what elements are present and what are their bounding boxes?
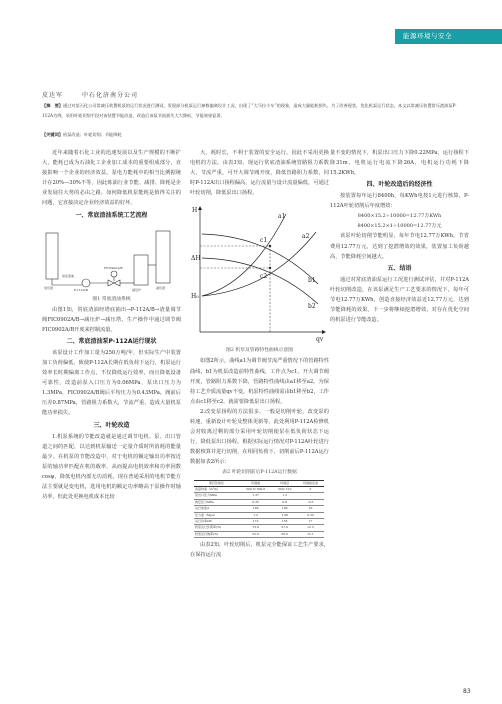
table-header-cell: 切削前 [239, 480, 273, 486]
author-affiliation: 中石化济南分公司 [81, 92, 138, 99]
fig1-label-vac-tower: 减压塔 [156, 285, 166, 290]
label-a1: a1 [278, 213, 286, 221]
abstract-label: 【摘 要】 [42, 103, 63, 108]
section-4-text: 按装置每年运行8400h，每KWh电按1元进行核算，P-112A叶轮切削后年度增效： [330, 193, 469, 210]
keywords-label: 【关键词】 [42, 132, 63, 137]
table-header-cell: 切削前后差 [297, 480, 324, 486]
table-header-row [194, 480, 324, 486]
section-3-text: 1.机泵系统的节能改造就是通过调节电机、泵、出口管道之间的匹配，以达到机泵输送一定量介质时所消耗的能量最少。在机泵的节能改造中，对于电机的额定输出功率按近泵的轴功率匹配在机的载率，从而提高电机效率和功率因数cosφ，降低电机内部无功消耗，现在普通采用的电机节能方法主要就是变电机，选用电机的额定功率略高于泵操作时轴功率，但此处更换电机成本比较 [42, 433, 181, 501]
table-2-title: 表2 叶轮切削前后P-112A运行数据 [222, 469, 297, 475]
table-row: 机泵运行效率(%) 52.0 66.0 12.1 [194, 531, 324, 537]
keywords-text: 机泵改造；叶轮切削；节能降耗 [62, 132, 122, 137]
curve-a2 [202, 232, 316, 296]
figure-2-caption: 图2 机泵及管路特性曲线示意图 [226, 348, 293, 354]
curve-b2 [202, 258, 318, 304]
abstract [42, 101, 460, 120]
header-section-title: 能源环境与安全 [403, 32, 452, 40]
curve-a1 [202, 214, 286, 296]
furnace-shape [134, 255, 148, 285]
fig1-label-residue: 常底渣油 [62, 273, 75, 278]
section-1-heading: 一、常底渣油系统工艺流程 [75, 211, 148, 219]
author-name: 皮达军 [42, 92, 64, 99]
table-header-cell: 切削后 [272, 480, 297, 486]
equation-2: 8400×15.2×1÷10000=12.77万元 [357, 223, 442, 230]
section-1-text: 由图1知，常底渣油经塔底抽出→P-112A/B→渣量调节阀FIC0902A/B→减压炉→减压塔，生产操作中通过调节阀FIC0902A/B开度来控制流量。 [42, 306, 181, 333]
equation-1: 8400×15.2÷10000=12.77万KWh [357, 213, 442, 220]
impeller-method-text: 2.改变泵扬程的方法很多，一般是切削叶轮，改变泵的转速，重新设计叶轮及整体更新等。此处利用P-112A检修机会对收离过剩的部分采用叶轮切削使泵在低负荷状态下运行，降低泵出口扬程。根据实际运行情况对P-112A叶轮进行数据核算并进行切削，在相同负荷下，切削前后P-112A运行数据如表2所示： [190, 408, 329, 466]
figure-1-flow-diagram [42, 225, 178, 293]
column-2-bottom-text: 由表2知，叶轮切削后，机泵完全能保证工艺生产要求，在保持运行流 [190, 542, 329, 559]
table-header-cell: 项目及单位 [194, 480, 239, 486]
section-2-text: 该泵设计工作加工量为250万吨/年，但实际生产中装置加工负荷偏低，致使P-112A长期在低负荷下运行，机泵运行效率长时期偏离工作点，不仅降低运行效率，而且降低设备可靠性，改造前泵入口压力为0.06MPa，泵出口压力为1.3MPa，FIC0902A/B阀后平均压力为0.43MPa，阀前后压差0.87MPa，管路阻力系数大，节流严重，造成大量机泵能功率损失。 [42, 349, 181, 417]
author-line [42, 90, 138, 99]
fig1-label-pump: P-112A/B [74, 287, 88, 292]
pump-symbol [82, 279, 90, 287]
vacuum-tower-shape [156, 231, 170, 283]
table-row: 压力差（Mpa） 1.2 1.06 0.32 [194, 512, 324, 518]
column-2-top-text: 大，耗时长，不利于装置的安全运行，因此不采用更换电机的方法。由表3知，现运行常底渣油系统管路阻力系数大，节流严重，可开大调节阀开度，降低管路阻力系数，同时P-112A出口扬程偏高，运行流量与设计流量偏低，可通过叶轮切削，降低泵出口扬程。 [190, 150, 329, 197]
table-row: 阀后压力MPa 0.35 0.8 -0.5 [194, 499, 324, 505]
label-c1: c1 [260, 237, 268, 245]
intro-paragraph: 近年来随着石化工业的迅速发展以及生产规模的不断扩大，能耗已成为石油化工企业加工成本的重要组成部分，直接影响一个企业的经济效益。泵电力能耗中的相当比例据统计在20%—30%不等，因此炼油行业节能、减排、降耗是企业发展往大势的必由之路。如何降低机泵能耗是值得关注的问题，它直接决定企业经济效益的好坏。 [42, 150, 181, 207]
delta-h-label: ΔH [191, 255, 201, 263]
label-b1: b1 [308, 277, 316, 285]
header-band [395, 29, 502, 44]
column-1 [42, 148, 181, 502]
section-5-heading: 五、结语 [387, 264, 412, 272]
keywords [42, 132, 460, 138]
conclusion-text: 通过对常底渣油泵运行工况进行测试评估，并对P-112A叶轮切削改造，在该泵满足生产工艺要求的情况下，每年可节电12.77万KWh，创造直接经济效益近12.77万元，达到节能降耗的效果。下一步将继续挖潜增效，对存在优化空间的机泵进行节能改造。 [330, 276, 469, 324]
label-c2: c2 [260, 273, 268, 281]
column-3-top-text: 量不变的情况下，机泵出口压力下降0.22MPa，运行扬程下降31m，电机运行电流下降26A，电机运行功耗下降15.2KWh。 [330, 150, 469, 177]
section-3-heading: 三、叶轮改造 [93, 421, 130, 429]
fig1-label-furnace: 减压炉 [132, 287, 142, 292]
section-4-text-2: 该泵叶轮切削节能明显，每年节电12.77万KWh，节省费用12.77万元，达到了挖潜增效的效果，装置加工负荷越高，节能降耗空间越大。 [330, 233, 469, 260]
figure-1-svg [42, 225, 178, 293]
table-row: 运行功率kW 172 155 17 [194, 518, 324, 524]
table-row: 泵出口压力MPa 1.37 1.2 - [194, 493, 324, 499]
table-row: 流量均值（m³/h） 304.5/ 309.6 300/ 310 5 [194, 486, 324, 492]
flow-indicator-symbol [111, 271, 117, 277]
page-number: 83 [463, 688, 471, 695]
table-row: 运行电流A 196 180 16 [194, 506, 324, 512]
h0-label: H₀ [191, 293, 199, 301]
section-2-heading: 二、常底渣油泵P-112A运行现状 [66, 337, 157, 345]
y-axis-label: H [192, 207, 198, 215]
section-4-heading: 四、叶轮改造后的经济性 [366, 181, 433, 189]
figure-2-svg [190, 204, 328, 344]
column-3 [330, 148, 469, 325]
fig1-label-atm-tower: 常压塔 [44, 285, 54, 290]
figure-1-caption: 图1 常底渣油系统 [92, 296, 131, 302]
table-2 [194, 480, 324, 539]
x-axis-label: qv [316, 336, 324, 344]
table-row: 机泵运行负荷率(%) 73.0 57.0 12.3 [194, 525, 324, 531]
fig1-label-valve: FIC0902A/B [104, 265, 123, 270]
control-valve-symbol [108, 280, 114, 286]
column-2 [190, 148, 329, 560]
abstract-text: 通过对某石化公司常减压装置机泵的运行状况进行测试，发现部分机泵运行参数偏离设计工况，出现了“大马拉小车”的现象，造成大量能耗损失。为了改善现状，优化机泵运行状态，本文以常减压装置常压渣油泵P-112A为例，采用叶轮切削手段对该装置节能改造，改造后该泵节流损失大大降低，节能效果显著。 [42, 103, 457, 118]
figure-2-curve-diagram [190, 204, 328, 344]
figure-2-explanation: 如图2所示，曲线a1为调节阀节流严重情况下的管路特性曲线，b1为机泵改造前特性曲线，工作点为c1。开大调节阀开度，管路阻力系数下降，管路特性曲线由a1移至a2。为保持工艺介质流量qv不变，机泵特性曲线需由b1移至b2，工作点由c1移至c2，就需要降低泵出口扬程。 [190, 358, 330, 405]
atmospheric-tower-shape [46, 233, 58, 279]
label-b2: b2 [308, 303, 316, 311]
label-a2: a2 [302, 233, 310, 241]
